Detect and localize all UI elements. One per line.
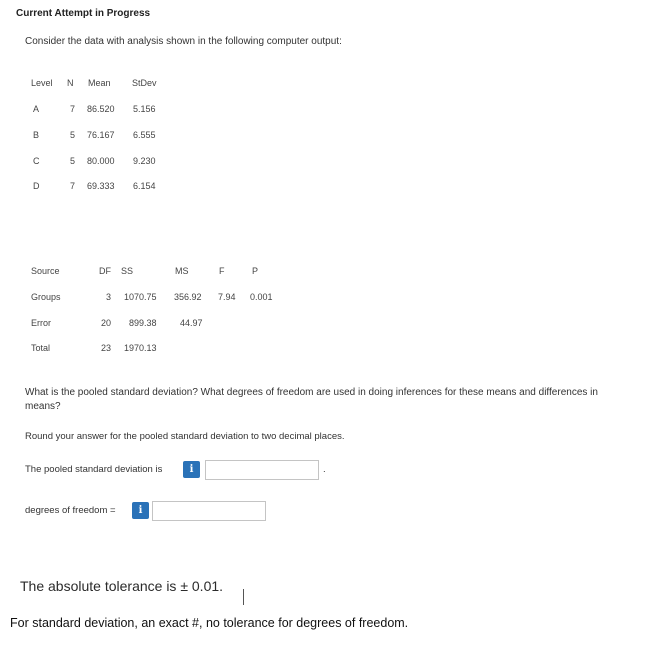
anova-cell: Error	[31, 318, 51, 328]
anova-cell: 7.94	[218, 292, 236, 302]
summary-cell: 7	[70, 181, 76, 191]
summary-cell: D	[33, 181, 40, 191]
anova-cell: Groups	[31, 292, 61, 302]
df-input[interactable]	[152, 501, 266, 521]
anova-header-p: P	[252, 266, 259, 276]
anova-cell: 1970.13	[124, 343, 157, 353]
summary-cell: 86.520	[87, 104, 115, 114]
summary-cell: 9.230	[133, 156, 156, 166]
pooled-sd-suffix: .	[323, 464, 326, 475]
anova-cell: 20	[101, 318, 112, 328]
anova-cell: Total	[31, 343, 51, 353]
page-title: Current Attempt in Progress	[16, 8, 151, 19]
tolerance-note: The absolute tolerance is ± 0.01.	[20, 578, 224, 594]
summary-cell: B	[33, 130, 40, 140]
summary-header-stdev: StDev	[132, 78, 157, 88]
summary-cell: 5.156	[133, 104, 156, 114]
summary-cell: 5	[70, 130, 76, 140]
summary-cell: 80.000	[87, 156, 115, 166]
anova-cell: 44.97	[180, 318, 203, 328]
rounding-instruction: Round your answer for the pooled standard deviation to two decimal places.	[25, 431, 345, 442]
summary-cell: 69.333	[87, 181, 115, 191]
instruction-note: For standard deviation, an exact #, no tolerance for degrees of freedom.	[10, 616, 409, 630]
intro-text: Consider the data with analysis shown in the following computer output:	[25, 36, 342, 47]
question-text: What is the pooled standard deviation? What degrees of freedom are used in doing inferences for these means and differences in means?	[25, 387, 598, 412]
anova-header-f: F	[219, 266, 225, 276]
pooled-sd-label: The pooled standard deviation is	[25, 464, 163, 475]
summary-cell: C	[33, 156, 40, 166]
summary-header-n: N	[67, 78, 74, 88]
df-label: degrees of freedom =	[25, 505, 116, 516]
summary-header-mean: Mean	[88, 78, 111, 88]
summary-cell: A	[33, 104, 40, 114]
anova-header-ss: SS	[121, 266, 134, 276]
info-icon[interactable]: i	[183, 461, 200, 478]
anova-header-source: Source	[31, 266, 60, 276]
anova-header-ms: MS	[175, 266, 189, 276]
text-cursor	[243, 589, 244, 605]
anova-cell: 899.38	[129, 318, 157, 328]
anova-cell: 23	[101, 343, 112, 353]
anova-header-df: DF	[99, 266, 111, 276]
summary-cell: 6.555	[133, 130, 156, 140]
summary-header-level: Level	[31, 78, 53, 88]
pooled-sd-input[interactable]	[205, 460, 319, 480]
info-icon[interactable]: i	[132, 502, 149, 519]
summary-cell: 6.154	[133, 181, 156, 191]
summary-cell: 5	[70, 156, 76, 166]
summary-cell: 7	[70, 104, 76, 114]
summary-cell: 76.167	[87, 130, 115, 140]
anova-cell: 356.92	[174, 292, 202, 302]
anova-cell: 3	[106, 292, 112, 302]
anova-cell: 1070.75	[124, 292, 157, 302]
anova-cell: 0.001	[250, 292, 273, 302]
